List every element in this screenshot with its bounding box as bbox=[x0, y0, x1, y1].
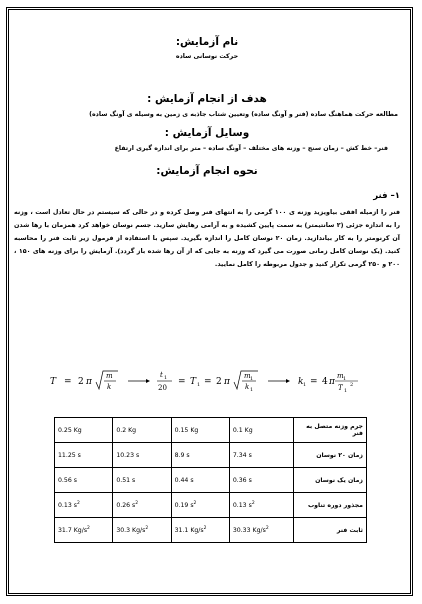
measurements-table bbox=[54, 417, 367, 543]
table-cell: 0.13 $s^2$ bbox=[55, 493, 113, 518]
table-cell: 0.1 Kg bbox=[229, 418, 293, 443]
table-cell: 0.36 s bbox=[229, 468, 293, 493]
table-cell: 0.44 s bbox=[171, 468, 229, 493]
formula-pi: π bbox=[86, 377, 92, 387]
formula-k1-den: k bbox=[245, 383, 250, 391]
formula-eq4: = bbox=[310, 377, 318, 387]
formula-two: 2 bbox=[78, 377, 84, 387]
table-cell: 31.1 $Kg/s^2$ bbox=[171, 518, 229, 543]
table-cell: 8.9 s bbox=[171, 443, 229, 468]
section-spring-heading: ۱– فنر bbox=[373, 190, 400, 201]
table-cell: 31.7 $Kg/s^2$ bbox=[55, 518, 113, 543]
experiment-title-label: نام آزمایش: bbox=[175, 36, 239, 48]
formula-four: 4 bbox=[322, 377, 328, 387]
experiment-name: حرکت نوسانی ساده bbox=[175, 53, 239, 60]
table-cell: 7.34 s bbox=[229, 443, 293, 468]
table-cell: 0.19 $s^2$ bbox=[171, 493, 229, 518]
row-label: ثابت فنر bbox=[294, 518, 367, 543]
table-cell: 0.2 Kg bbox=[113, 418, 171, 443]
table-cell: 30.3 $Kg/s^2$ bbox=[113, 518, 171, 543]
arrow-icon bbox=[146, 379, 150, 383]
row-label: زمان یک نوسان bbox=[294, 468, 367, 493]
arrow-icon bbox=[286, 379, 290, 383]
formula-k1-den-sub: 1 bbox=[250, 387, 254, 393]
formula-eq3: = bbox=[204, 377, 212, 387]
table-cell: 11.25 s bbox=[55, 443, 113, 468]
table-cell: 10.23 s bbox=[113, 443, 171, 468]
formula-pi-2: π bbox=[224, 377, 230, 387]
table-cell: 0.25 Kg bbox=[55, 418, 113, 443]
procedure-label: نحوه انجام آزمایش: bbox=[156, 164, 258, 177]
table-cell: 0.26 $s^2$ bbox=[113, 493, 171, 518]
document-body bbox=[14, 12, 400, 271]
formula-T: T bbox=[50, 377, 57, 387]
formula-m-num-sub: 1 bbox=[343, 376, 347, 382]
row-label: جرم وزنه متصل به فنر bbox=[294, 418, 367, 443]
table-row bbox=[55, 493, 367, 518]
formula-eq2: = bbox=[178, 377, 186, 387]
row-label: مجذور دوره تناوب bbox=[294, 493, 367, 518]
formula-T1-den-sub: 1 bbox=[344, 388, 348, 394]
formula-m1: m bbox=[244, 372, 251, 380]
table-cell: 30.33 $Kg/s^2$ bbox=[229, 518, 293, 543]
table-cell: 0.51 s bbox=[113, 468, 171, 493]
tools-text: فنر– خط کش – زمان سنج – وزنه های مختلف – آونگ ساده – متر برای اندازه گیری ارتفاع bbox=[114, 145, 388, 152]
formula-T1-den-sq: 2 bbox=[350, 382, 354, 388]
formula-k1-sub: 1 bbox=[303, 382, 307, 388]
formula-twenty: 20 bbox=[158, 384, 167, 392]
table-row bbox=[55, 518, 367, 543]
formula-m: m bbox=[106, 372, 113, 380]
formula-T1-sub: 1 bbox=[197, 382, 201, 388]
formula-two-2: 2 bbox=[216, 377, 222, 387]
spring-constant-formula bbox=[42, 364, 372, 398]
formula-k: k bbox=[107, 383, 112, 391]
formula-m1-sub: 1 bbox=[250, 376, 254, 382]
table-row bbox=[55, 418, 367, 443]
table-cell: 0.15 Kg bbox=[171, 418, 229, 443]
goal-text: مطالعه حرکت هماهنگ ساده (فنر و آونگ ساده) وتعیین شتاب جاذبه ی زمین به وسیله ی آونگ ساده) bbox=[89, 110, 398, 118]
procedure-paragraph: فنر را ازمیله افقی بیاویزید وزنه ی ۱۰۰ گرمی را به انتهای فنر وصل کرده و در حالی که سیستم در حال تعادل است ، وزنه را به اندازه جزئی (۲ سانتیمتر) به سمت پایین کشیده و به آرامی رهایش سازید. جسم نوسان خواهد کرد همزمان با رها شدن آن کرنومتر را به کار بیاندازید. زمان ۲۰ نوسان کامل را اندازه بگیرید. سپس با استفاده از فرمول زیر ثابت فنر را محاسبه کنید. (یک نوسان کامل زمانی صورت می گیرد که وزنه به جایی که از آن رها شده باز گردد). آزمایش را برای وزنه های ۱۵۰ ، ۲۰۰ و ۲۵۰ گرمی تکرار کنید و جدول مربوطه را کامل نمایید. bbox=[14, 208, 401, 268]
formula-T1: T bbox=[190, 377, 197, 387]
table-cell: 0.56 s bbox=[55, 468, 113, 493]
tools-label: وسایل آزمایش : bbox=[164, 127, 250, 139]
formula-t1-sub: 1 bbox=[164, 375, 168, 381]
table-row bbox=[55, 468, 367, 493]
formula-eq1: = bbox=[64, 377, 72, 387]
row-label: زمان ۲۰ نوسان bbox=[294, 443, 367, 468]
formula-m-num: m bbox=[337, 372, 344, 380]
formula-pi-3: π bbox=[329, 377, 335, 387]
table-cell: 0.13 $s^2$ bbox=[229, 493, 293, 518]
formula-k1: k bbox=[298, 377, 304, 387]
formula-t1: t bbox=[160, 371, 163, 379]
table-row bbox=[55, 443, 367, 468]
formula-T1-den: T bbox=[338, 384, 343, 392]
goal-label: هدف از انجام آزمایش : bbox=[147, 92, 267, 105]
